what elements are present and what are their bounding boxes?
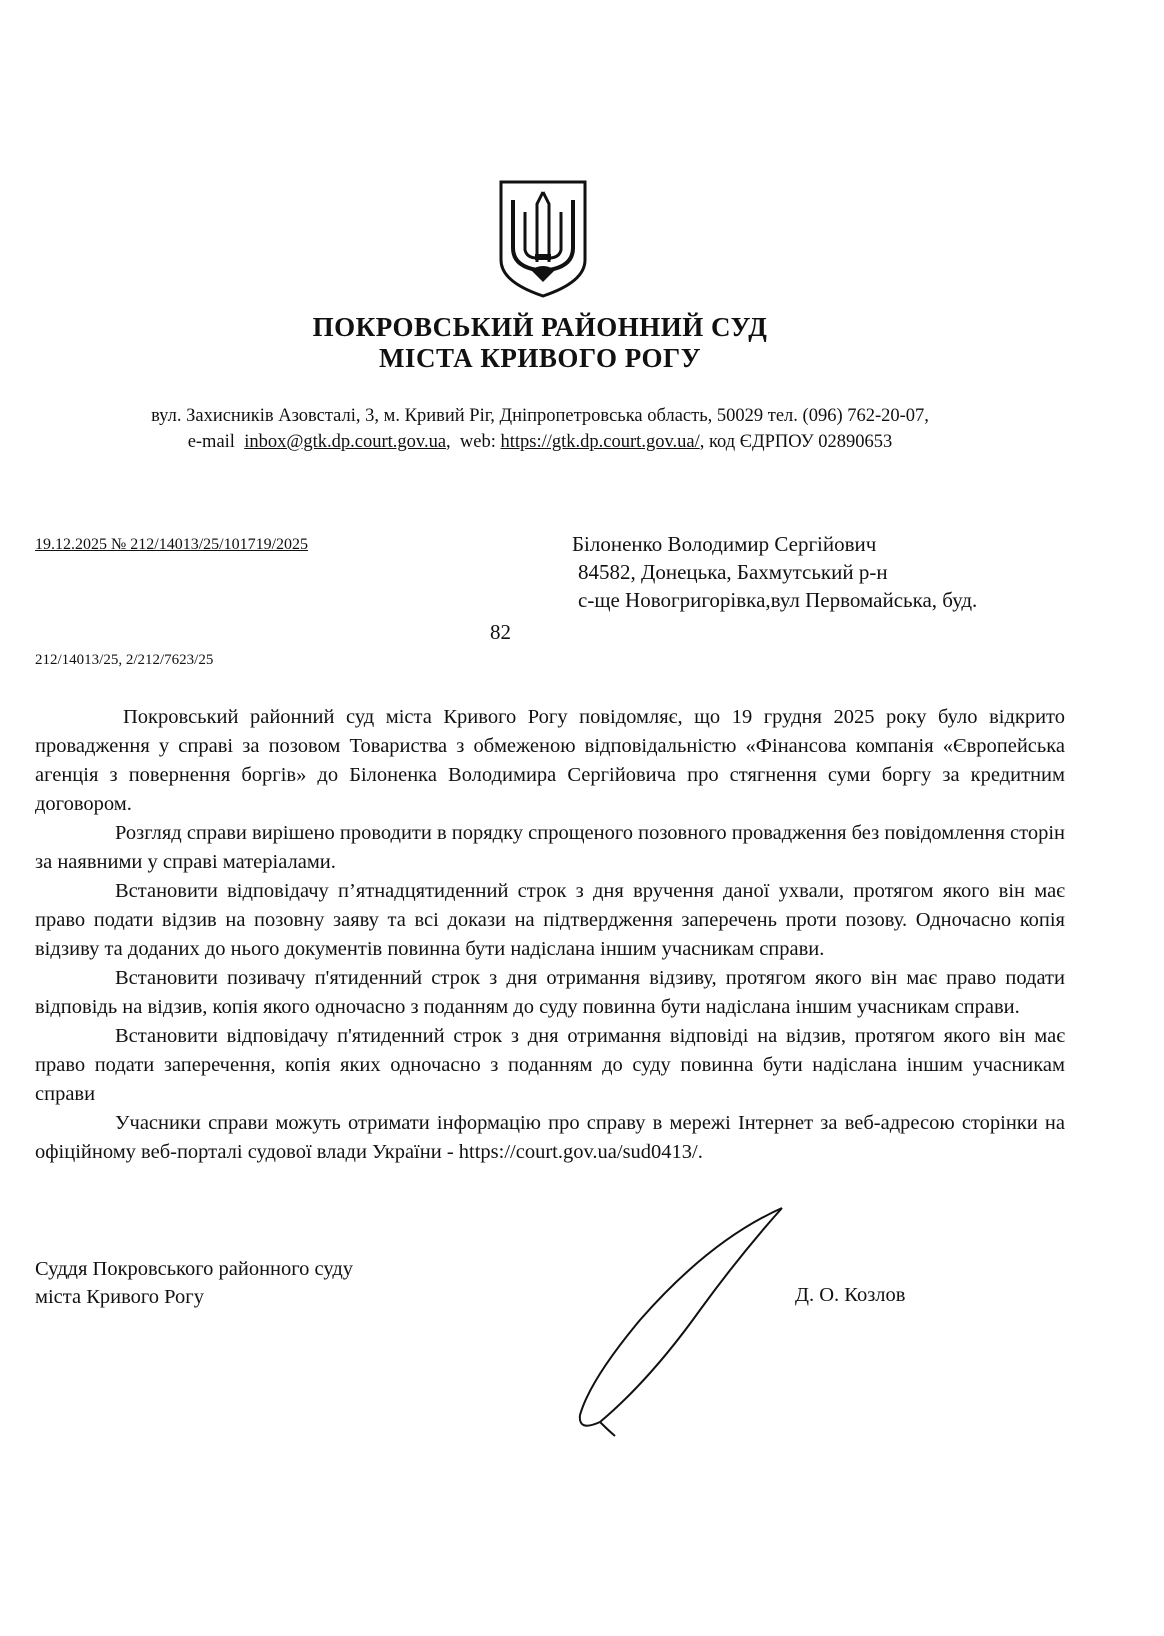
paragraph: Розгляд справи вирішено проводити в порядку спрощеного позовного провадження без повідомлення сторін за наявними у справі матеріалами. bbox=[35, 822, 1065, 873]
paragraph: Встановити відповідачу п’ятнадцятиденний строк з дня вручення даної ухвали, протягом якого він має право подати відзив на позовну заяву та всі докази на підтвердження заперечень проти позову. Одночасно копія відзиву та доданих до нього документів повинна бути надіслана іншим учасникам справи. bbox=[35, 880, 1065, 960]
page-marker: 82 bbox=[490, 620, 511, 644]
email-label: e-mail bbox=[187, 432, 235, 452]
outgoing-reference: 19.12.2025 № 212/14013/25/101719/2025 bbox=[35, 536, 309, 553]
court-name-line1: ПОКРОВСЬКИЙ РАЙОННИЙ СУД bbox=[312, 312, 768, 342]
court-name-line2: МІСТА КРИВОГО РОГУ bbox=[378, 343, 702, 373]
paragraph: Встановити відповідачу п'ятиденний строк з дня отримання відповіді на відзив, протягом якого він має право подати заперечення, копія яких одночасно з поданням до суду повинна бути надіслана іншим учасникам справи bbox=[35, 1025, 1065, 1105]
web-label: web: bbox=[459, 432, 496, 452]
court-address: вул. Захисників Азовсталі, 3, м. Кривий Ріг, Дніпропетровська область, 50029 тел. (096) 762-20-07, bbox=[151, 406, 929, 426]
judge-position-line1: Суддя Покровського районного суду bbox=[35, 1258, 354, 1280]
edrpou-code: код ЄДРПОУ 02890653 bbox=[708, 432, 893, 452]
email-link[interactable]: inbox@gtk.dp.court.gov.ua bbox=[244, 432, 447, 452]
recipient-name: Білоненко Володимир Сергійович bbox=[572, 532, 877, 556]
letter-body bbox=[35, 703, 1065, 1167]
signer-name: Д. О. Козлов bbox=[795, 1284, 906, 1306]
paragraph: Покровський районний суд міста Кривого Рогу повідомляє, що 19 грудня 2025 року було відкрито провадження у справі за позовом Товариства з обмеженою відповідальністю «Фінансова компанія «Європейська агенція з повернення боргів» до Білоненка Володимира Сергійовича про стягнення суми боргу за кредитним договором. bbox=[35, 706, 1065, 815]
recipient-address-line2: с-ще Новогригорівка,вул Первомайська, буд. bbox=[578, 588, 978, 612]
handwritten-signature bbox=[560, 1200, 790, 1440]
paragraph: Учасники справи можуть отримати інформацію про справу в мережі Інтернет за веб-адресою сторінки на офіційному веб-порталі судової влади України - https://court.gov.ua/sud0413/. bbox=[35, 1112, 1065, 1163]
web-link[interactable]: https://gtk.dp.court.gov.ua/ bbox=[500, 432, 700, 452]
recipient-address-line1: 84582, Донецька, Бахмутський р-н bbox=[578, 560, 888, 584]
case-numbers: 212/14013/25, 2/212/7623/25 bbox=[35, 652, 214, 668]
court-contacts: e-mail inbox@gtk.dp.court.gov.ua, web: https://gtk.dp.court.gov.ua/, код ЄДРПОУ 02890653 bbox=[187, 432, 893, 452]
paragraph: Встановити позивачу п'ятиденний строк з дня отримання відзиву, протягом якого він має право подати відповідь на відзив, копія якого одночасно з поданням до суду повинна бути надіслана іншим учасникам справи. bbox=[35, 967, 1065, 1018]
judge-position-line2: міста Кривого Рогу bbox=[35, 1286, 204, 1308]
coat-of-arms-icon bbox=[497, 178, 589, 300]
